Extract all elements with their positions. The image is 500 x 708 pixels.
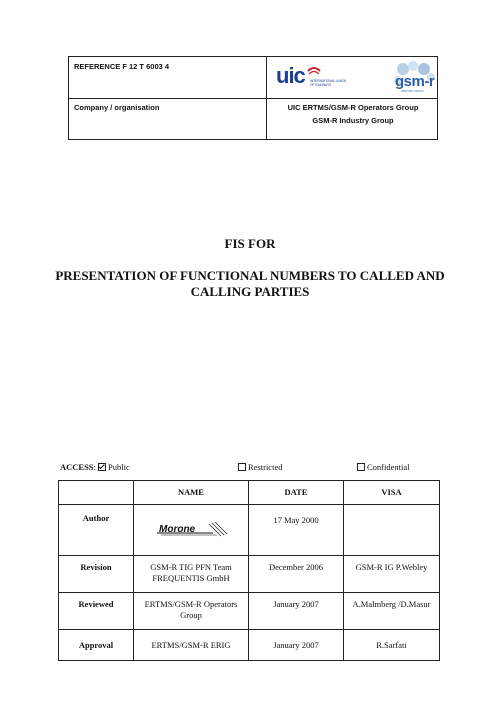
organisation-line-1: UIC ERTMS/GSM-R Operators Group (287, 103, 419, 112)
header-name: NAME (134, 481, 249, 505)
svg-text:uic: uic (276, 63, 305, 88)
row-label: Approval (59, 630, 134, 661)
author-name (134, 505, 249, 556)
author-date: 17 May 2000 (249, 505, 344, 556)
row-label: Reviewed (59, 593, 134, 630)
approval-name: ERTMS/GSM-R ERIG (134, 630, 249, 661)
approval-visa: R.Sarfati (344, 630, 440, 661)
table-row (59, 505, 440, 556)
reviewed-name: ERTMS/GSM-R Operators Group (134, 593, 249, 630)
svg-text:Morone: Morone (159, 523, 196, 535)
row-label: Revision (59, 556, 134, 593)
reviewed-visa: A.Malmberg /D.Masur (344, 593, 440, 630)
revision-visa: GSM-R IG P.Webley (344, 556, 440, 593)
public-option-label: Public (108, 462, 130, 472)
author-visa (344, 505, 440, 556)
access-restricted (238, 462, 282, 472)
header-empty-cell (59, 481, 134, 505)
table-row (59, 593, 440, 630)
document-title-line-1: FIS FOR (224, 236, 276, 251)
approval-date: January 2007 (249, 630, 344, 661)
table-header-row (59, 481, 440, 505)
svg-text:gsm-r: gsm-r (395, 73, 435, 90)
restricted-option-label: Restricted (248, 462, 283, 472)
gsmr-logo (391, 60, 437, 96)
reviewed-date: January 2007 (249, 593, 344, 630)
revision-date: December 2006 (249, 556, 344, 593)
svg-text:INTERNATIONAL UNION: INTERNATIONAL UNION (310, 79, 347, 83)
row-label: Author (59, 505, 134, 556)
public-checkbox[interactable] (98, 463, 106, 471)
access-confidential (357, 462, 410, 472)
table-row (59, 556, 440, 593)
header-date: DATE (249, 481, 344, 505)
svg-text:OF RAILWAYS: OF RAILWAYS (310, 83, 332, 87)
organisation-names (267, 101, 439, 127)
document-title-line-2: PRESENTATION OF FUNCTIONAL NUMBERS TO CALLED AND CALLING PARTIES (55, 268, 445, 299)
table-row (59, 630, 440, 661)
document-header-table (68, 56, 438, 140)
access-public: ACCESS: Public (60, 462, 130, 472)
approval-table (58, 480, 440, 661)
reference-number: REFERENCE F 12 T 6003 4 (74, 62, 170, 71)
author-signature-logo (151, 518, 231, 540)
svg-text:INDUSTRY GROUP: INDUSTRY GROUP (401, 90, 424, 93)
confidential-checkbox[interactable] (357, 463, 365, 471)
organisation-line-2: GSM-R Industry Group (312, 116, 394, 125)
header-visa: VISA (344, 481, 440, 505)
company-label: Company / organisation (74, 103, 160, 112)
access-label: ACCESS (60, 462, 94, 472)
restricted-checkbox[interactable] (238, 463, 246, 471)
uic-logo (274, 63, 349, 93)
confidential-option-label: Confidential (367, 462, 410, 472)
revision-name: GSM-R TIG PFN Team FREQUENTIS GmbH (134, 556, 249, 593)
